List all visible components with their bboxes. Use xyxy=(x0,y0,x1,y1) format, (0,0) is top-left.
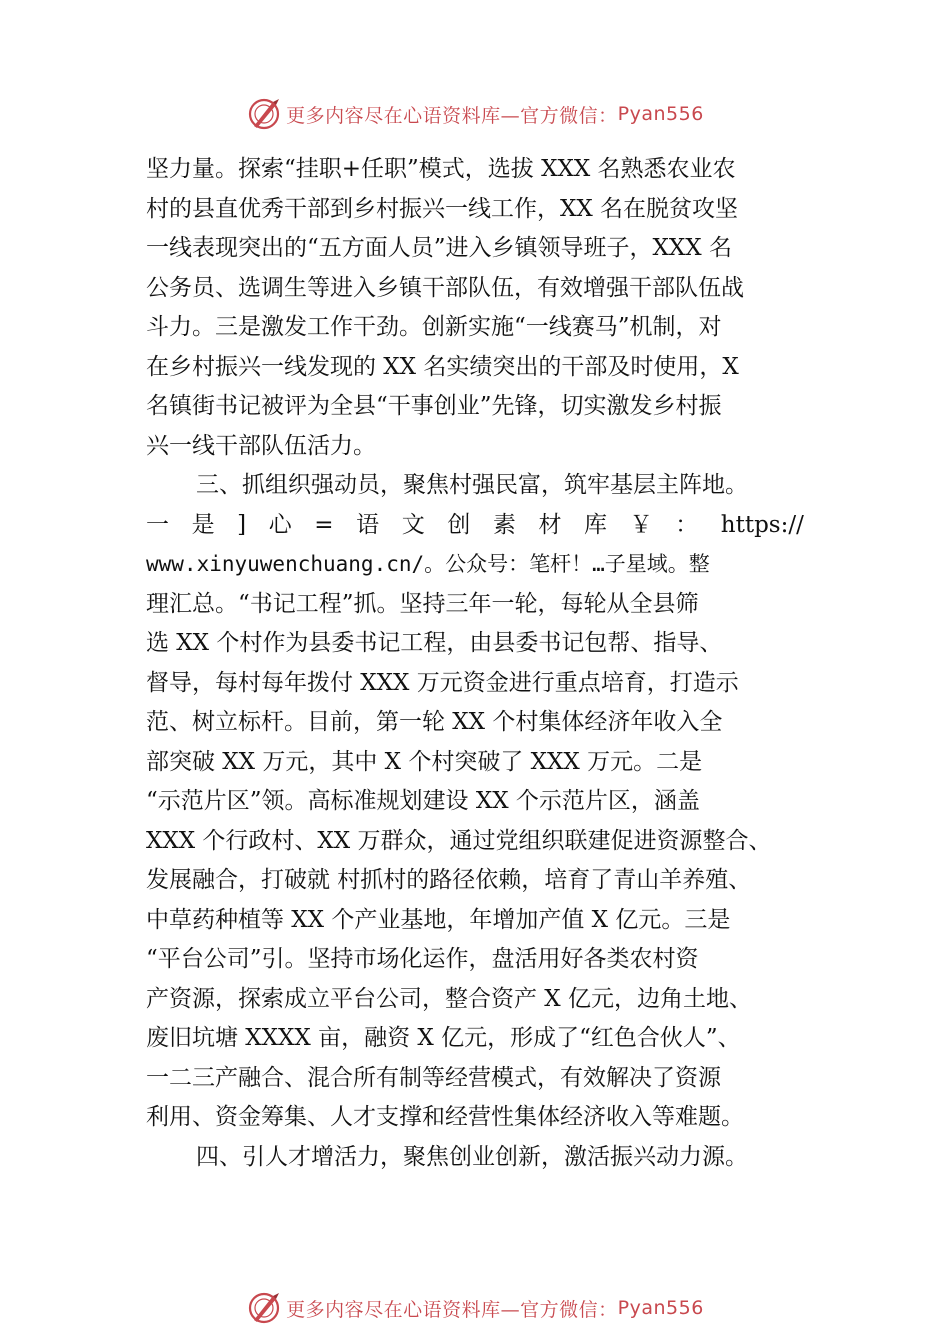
text-line: 中草药种植等 XX 个产业基地，年增加产值 X 亿元。三是 xyxy=(146,906,731,933)
text-line: 一线表现突出的“五方面人员”进入乡镇领导班子，XXX 名 xyxy=(146,235,732,261)
text-token: 素 xyxy=(492,511,516,538)
text-line: 选 XX 个村作为县委书记工程，由县委书记包帮、指导、 xyxy=(146,630,723,656)
text-token: https:// xyxy=(720,511,804,538)
text-token: ] xyxy=(237,511,247,538)
text-line: www.xinyuwenchuang.cn/。公众号：笔杆！…子星域。整 xyxy=(146,552,710,576)
text-line: 兴一线干部队伍活力。 xyxy=(146,432,376,459)
text-line: 产资源，探索成立平台公司，整合资产 X 亿元，边角土地、 xyxy=(146,985,752,1012)
paragraph-3 xyxy=(146,1138,804,1178)
text-line: 部突破 XX 万元，其中 X 个村突破了 XXX 万元。二是 xyxy=(146,748,703,775)
text-line: 理汇总。“书记工程”抓。坚持三年一轮，每轮从全县筛 xyxy=(146,590,699,617)
paragraph-1 xyxy=(146,150,804,466)
banner-text: 更多内容尽在心语资料库—官方微信： xyxy=(286,1298,618,1321)
section-heading-3: 三、抓组织强动员，聚焦村强民富，筑牢基层主阵地。 xyxy=(196,472,748,498)
text-token: 材 xyxy=(538,511,562,538)
text-line: “平台公司”引。坚持市场化运作，盘活用好各类农村资 xyxy=(146,946,699,972)
text-line: 废旧坑塘 XXXX 亩，融资 X 亿元，形成了“红色合伙人”、 xyxy=(146,1025,741,1051)
quill-pen-seal-icon xyxy=(246,96,282,132)
text-line: XXX 个行政村、XX 万群众，通过党组织联建促进资源整合、 xyxy=(146,827,772,854)
text-token: 是 xyxy=(191,511,215,538)
text-token: ： xyxy=(675,511,699,538)
text-token: 一 xyxy=(146,511,169,538)
text-line-spaced xyxy=(146,506,804,546)
text-line: “示范片区”领。高标准规划建设 XX 个示范片区，涵盖 xyxy=(146,788,700,814)
text-line: 村的县直优秀干部到乡村振兴一线工作，XX 名在脱贫攻坚 xyxy=(146,195,739,222)
header-banner xyxy=(0,94,950,134)
banner-text: 更多内容尽在心语资料库—官方微信： xyxy=(286,104,618,127)
text-line: 公务员、选调生等进入乡镇干部队伍，有效增强干部队伍战 xyxy=(146,274,744,301)
section-heading-4: 四、引人才增活力，聚焦创业创新，激活振兴动力源。 xyxy=(196,1143,748,1170)
text-line: 利用、资金筹集、人才支撑和经营性集体经济收入等难题。 xyxy=(146,1104,744,1130)
paragraph-2 xyxy=(146,466,804,1138)
text-token: 创 xyxy=(447,511,471,538)
text-token: 语 xyxy=(356,511,380,538)
quill-pen-seal-icon xyxy=(246,1290,282,1326)
text-line: 名镇街书记被评为全县“干事创业”先锋，切实激发乡村振 xyxy=(146,393,722,419)
text-line: 范、树立标杆。目前，第一轮 XX 个村集体经济年收入全 xyxy=(146,709,723,735)
document-body xyxy=(146,150,804,1177)
text-line: 在乡村振兴一线发现的 XX 名实绩突出的干部及时使用，X xyxy=(146,353,739,380)
footer-banner xyxy=(0,1288,950,1328)
text-token: ￥ xyxy=(629,511,653,538)
text-token: 文 xyxy=(401,511,425,538)
text-line: 督导，每村每年拨付 XXX 万元资金进行重点培育，打造示 xyxy=(146,669,739,696)
text-token: = xyxy=(314,511,334,538)
text-line: 坚力量。探索“挂职+任职”模式，选拔 XXX 名熟悉农业农 xyxy=(146,156,736,182)
text-token: 心 xyxy=(268,511,292,538)
text-line: 一二三产融合、混合所有制等经营模式，有效解决了资源 xyxy=(146,1064,721,1091)
banner-wechat-id: Pyan556 xyxy=(617,103,704,125)
text-token: 库 xyxy=(584,511,608,538)
text-line: 斗力。三是激发工作干劲。创新实施“一线赛马”机制，对 xyxy=(146,314,722,340)
text-line: 发展融合，打破就 村抓村的路径依赖，培育了青山羊养殖、 xyxy=(146,867,752,893)
banner-wechat-id: Pyan556 xyxy=(617,1297,704,1319)
